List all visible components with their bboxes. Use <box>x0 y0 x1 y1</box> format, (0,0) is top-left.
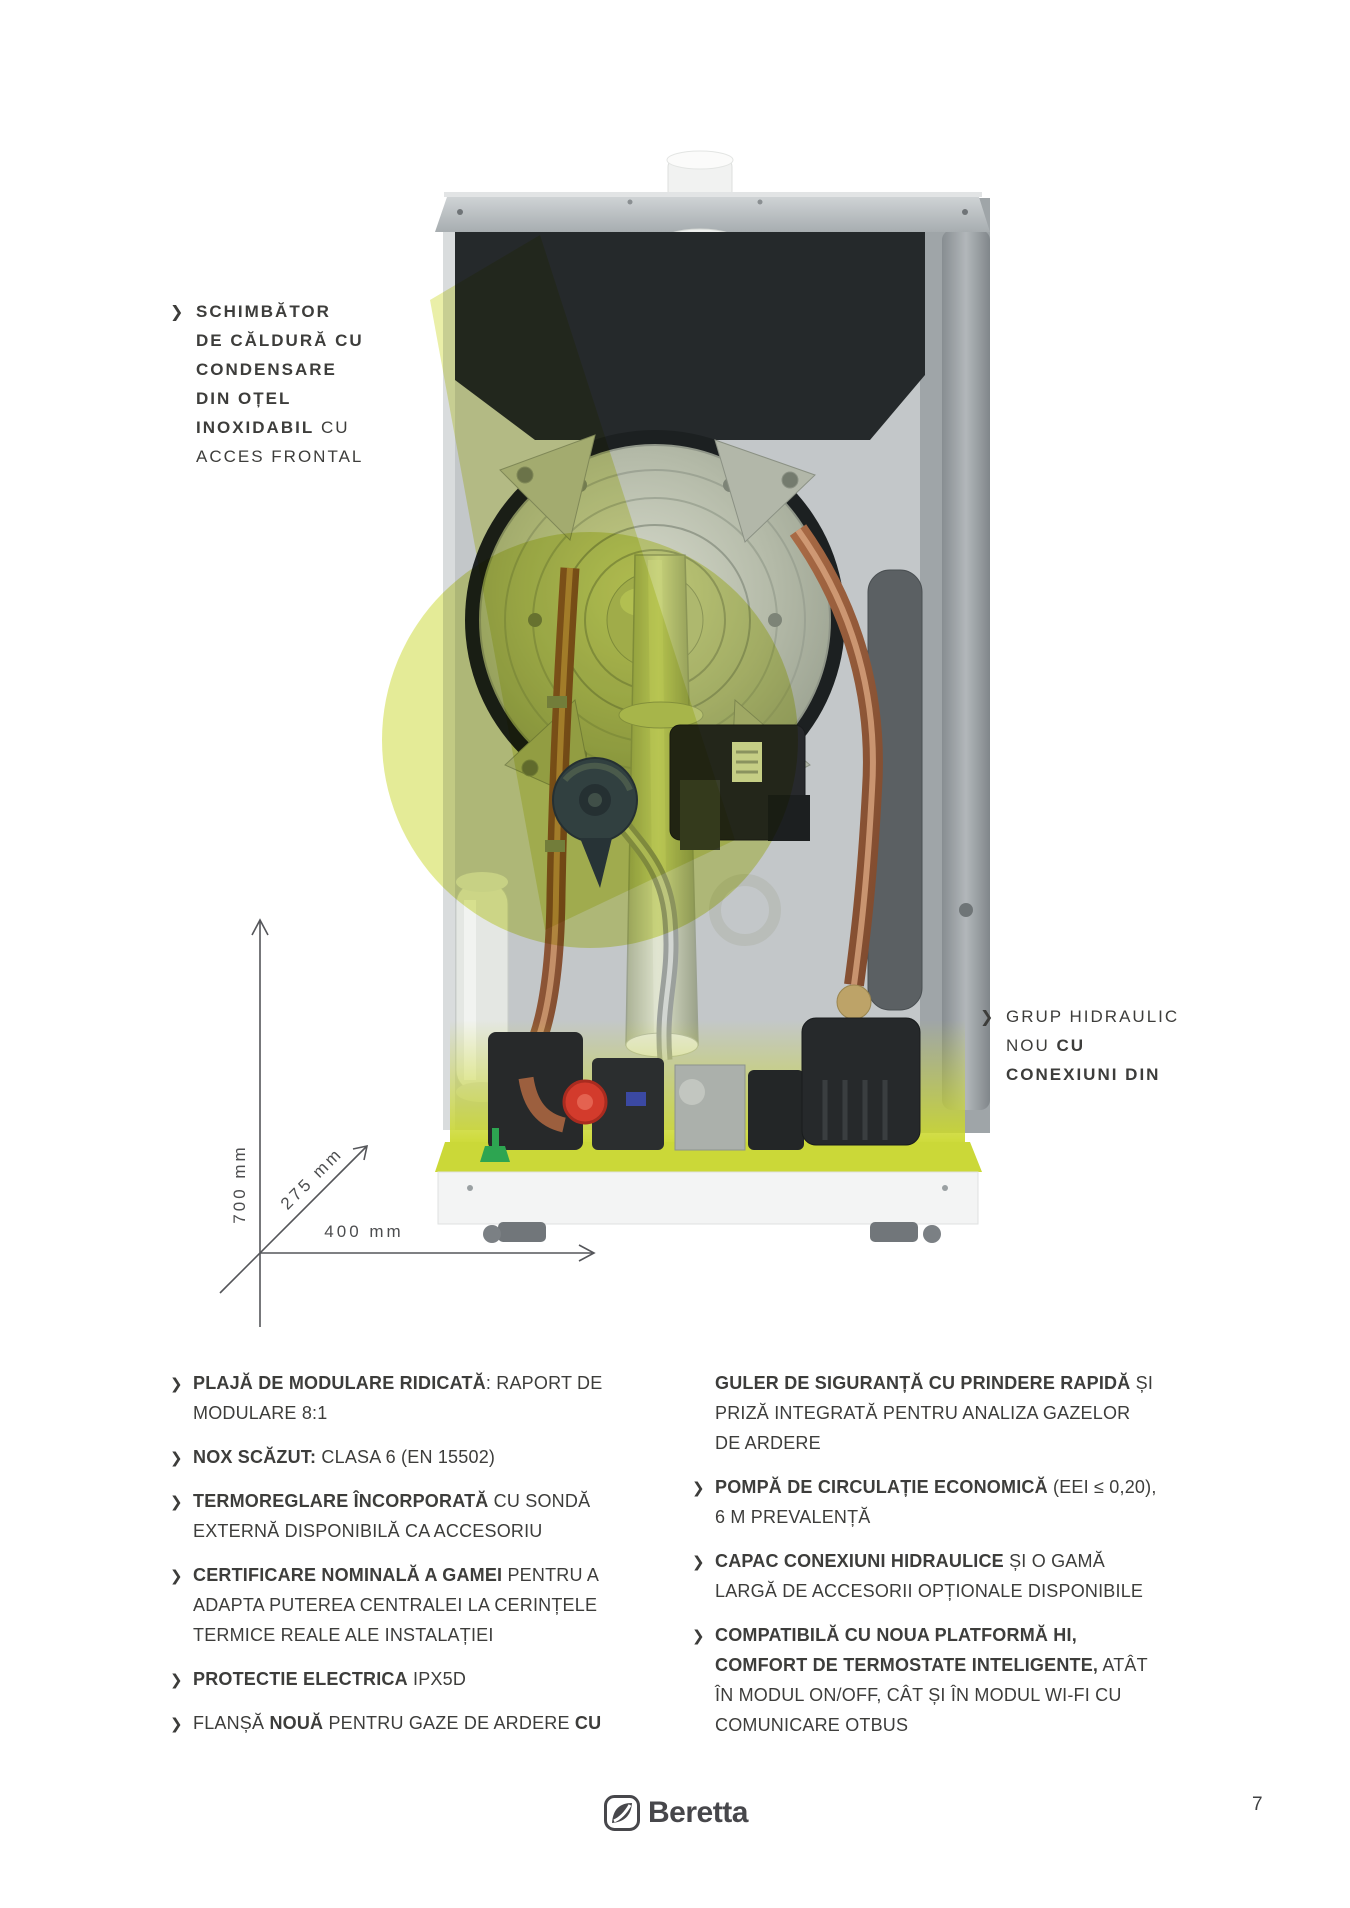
text-segment: NOU <box>1006 1036 1057 1055</box>
feature-item <box>170 1560 640 1650</box>
feature-line <box>193 1708 640 1738</box>
text-segment: ADAPTA PUTEREA CENTRALEI LA CERINȚELE <box>193 1595 598 1615</box>
chevron-bullet-icon: ❯ <box>170 1671 183 1689</box>
feature-line <box>715 1576 1182 1606</box>
pump-body <box>802 1018 920 1145</box>
text-segment: (EEI ≤ 0,20), <box>1047 1477 1157 1497</box>
text-segment: LARGĂ DE ACCESORII OPȚIONALE DISPONIBILE <box>715 1581 1144 1601</box>
feature-line <box>715 1710 1182 1740</box>
feature-line <box>193 1442 640 1472</box>
text-segment: PRIZĂ INTEGRATĂ PENTRU ANALIZA GAZELOR <box>715 1403 1131 1423</box>
feature-line <box>715 1650 1182 1680</box>
text-segment: CU <box>314 418 350 437</box>
brand-logo <box>603 1794 748 1832</box>
chevron-bullet-icon: ❯ <box>170 302 184 321</box>
text-segment: CU <box>574 1713 602 1733</box>
dimension-depth-label: 275 mm <box>276 1143 347 1214</box>
callout-line <box>196 384 426 413</box>
text-segment: POMPĂ DE CIRCULAȚIE ECONOMICĂ <box>715 1477 1048 1497</box>
text-segment: ȘI O GAMĂ <box>1003 1551 1105 1571</box>
text-segment: GULER DE SIGURANȚĂ CU PRINDERE RAPIDĂ <box>715 1373 1131 1393</box>
highlight-circle <box>382 532 798 948</box>
feature-item <box>170 1442 640 1472</box>
chevron-bullet-icon: ❯ <box>692 1479 705 1497</box>
feature-line <box>715 1680 1182 1710</box>
feature-item <box>692 1546 1182 1606</box>
text-segment: CONDENSARE <box>196 360 337 379</box>
text-segment: DIN OȚEL <box>196 389 292 408</box>
feature-line <box>193 1590 640 1620</box>
feature-line <box>715 1546 1182 1576</box>
text-segment: CU <box>1056 1036 1086 1055</box>
callout-heat-exchanger <box>170 297 426 471</box>
chevron-bullet-icon: ❯ <box>980 1007 994 1026</box>
callout-line <box>196 297 426 326</box>
feature-line <box>193 1620 640 1650</box>
text-segment: IPX5D <box>407 1669 467 1689</box>
text-segment: : RAPORT DE <box>485 1373 603 1393</box>
feature-item <box>692 1620 1182 1740</box>
text-segment: ÎN MODUL ON/OFF, CÂT ȘI ÎN MODUL WI-FI CU <box>715 1685 1122 1705</box>
text-segment: COMPATIBILĂ CU NOUA PLATFORMĂ HI, <box>715 1625 1077 1645</box>
dimension-height-label: 700 mm <box>230 1144 249 1224</box>
brass-fitting <box>837 985 871 1019</box>
feature-item <box>170 1708 640 1738</box>
feature-line <box>715 1368 1182 1398</box>
feature-line <box>715 1620 1182 1650</box>
feature-line <box>715 1428 1182 1458</box>
text-segment: PENTRU A <box>502 1565 600 1585</box>
text-segment: COMFORT DE TERMOSTATE INTELIGENTE, <box>715 1655 1099 1675</box>
text-segment: CAPAC CONEXIUNI HIDRAULICE <box>715 1551 1004 1571</box>
callout-line <box>196 355 426 384</box>
text-segment: PROTECTIE ELECTRICA <box>193 1669 408 1689</box>
chevron-bullet-icon: ❯ <box>170 1715 183 1733</box>
chevron-bullet-icon: ❯ <box>170 1567 183 1585</box>
callout-line <box>196 326 426 355</box>
callout-line <box>1006 1031 1236 1060</box>
page-number: 7 <box>1252 1794 1263 1815</box>
text-segment: NOX SCĂZUT: <box>193 1447 317 1467</box>
text-segment: CERTIFICARE NOMINALĂ A GAMEI <box>193 1565 503 1585</box>
chevron-bullet-icon: ❯ <box>692 1553 705 1571</box>
callout-line <box>196 413 426 442</box>
text-segment: PLAJĂ DE MODULARE RIDICATĂ <box>193 1373 486 1393</box>
text-segment: MODULARE 8:1 <box>193 1403 328 1423</box>
callout-line <box>1006 1002 1236 1031</box>
chevron-bullet-icon: ❯ <box>170 1375 183 1393</box>
feature-list-right <box>692 1368 1182 1754</box>
feature-item <box>170 1368 640 1428</box>
callout-hydraulic-group <box>980 1002 1236 1089</box>
dimension-arrows <box>170 895 620 1345</box>
text-segment: SCHIMBĂTOR <box>196 302 331 321</box>
feature-line <box>193 1486 640 1516</box>
chevron-bullet-icon: ❯ <box>692 1627 705 1645</box>
text-segment: COMUNICARE OTBUS <box>715 1715 909 1735</box>
feature-line <box>193 1516 640 1546</box>
feature-line <box>193 1368 640 1398</box>
beretta-logo-icon <box>603 1794 641 1832</box>
feature-item <box>170 1664 640 1694</box>
top-panel <box>435 192 990 232</box>
callout-line <box>196 442 426 471</box>
text-segment: CONEXIUNI DIN <box>1006 1065 1161 1084</box>
feature-line <box>193 1398 640 1428</box>
text-segment: INOXIDABIL <box>196 418 315 437</box>
text-segment: ACCES FRONTAL <box>196 447 364 466</box>
text-segment: 6 M PREVALENȚĂ <box>715 1507 871 1527</box>
feature-line <box>193 1560 640 1590</box>
text-segment: PENTRU GAZE DE ARDERE <box>323 1713 575 1733</box>
dimension-width-label: 400 mm <box>324 1222 404 1241</box>
text-segment: GRUP HIDRAULIC <box>1006 1007 1180 1026</box>
text-segment: CU SONDĂ <box>488 1491 591 1511</box>
text-segment: ATÂT <box>1098 1655 1148 1675</box>
callout-line <box>1006 1060 1236 1089</box>
text-segment: FLANȘĂ <box>193 1713 270 1733</box>
text-segment: CLASA 6 (EN 15502) <box>316 1447 496 1467</box>
text-segment: TERMOREGLARE ÎNCORPORATĂ <box>193 1491 489 1511</box>
feature-line <box>193 1664 640 1694</box>
text-segment: NOUĂ <box>269 1713 324 1733</box>
feature-line <box>715 1502 1182 1532</box>
brand-wordmark: Beretta <box>648 1796 748 1829</box>
text-segment: TERMICE REALE ALE INSTALAȚIEI <box>193 1625 494 1645</box>
feature-list-left <box>170 1368 640 1752</box>
feature-line <box>715 1398 1182 1428</box>
feature-item <box>692 1368 1182 1458</box>
chevron-bullet-icon: ❯ <box>170 1493 183 1511</box>
text-segment: EXTERNĂ DISPONIBILĂ CA ACCESORIU <box>193 1521 543 1541</box>
feature-item <box>692 1472 1182 1532</box>
feature-line <box>715 1472 1182 1502</box>
text-segment: DE ARDERE <box>715 1433 821 1453</box>
feature-item <box>170 1486 640 1546</box>
text-segment: ȘI <box>1130 1373 1154 1393</box>
chevron-bullet-icon: ❯ <box>170 1449 183 1467</box>
text-segment: DE CĂLDURĂ CU <box>196 331 364 350</box>
